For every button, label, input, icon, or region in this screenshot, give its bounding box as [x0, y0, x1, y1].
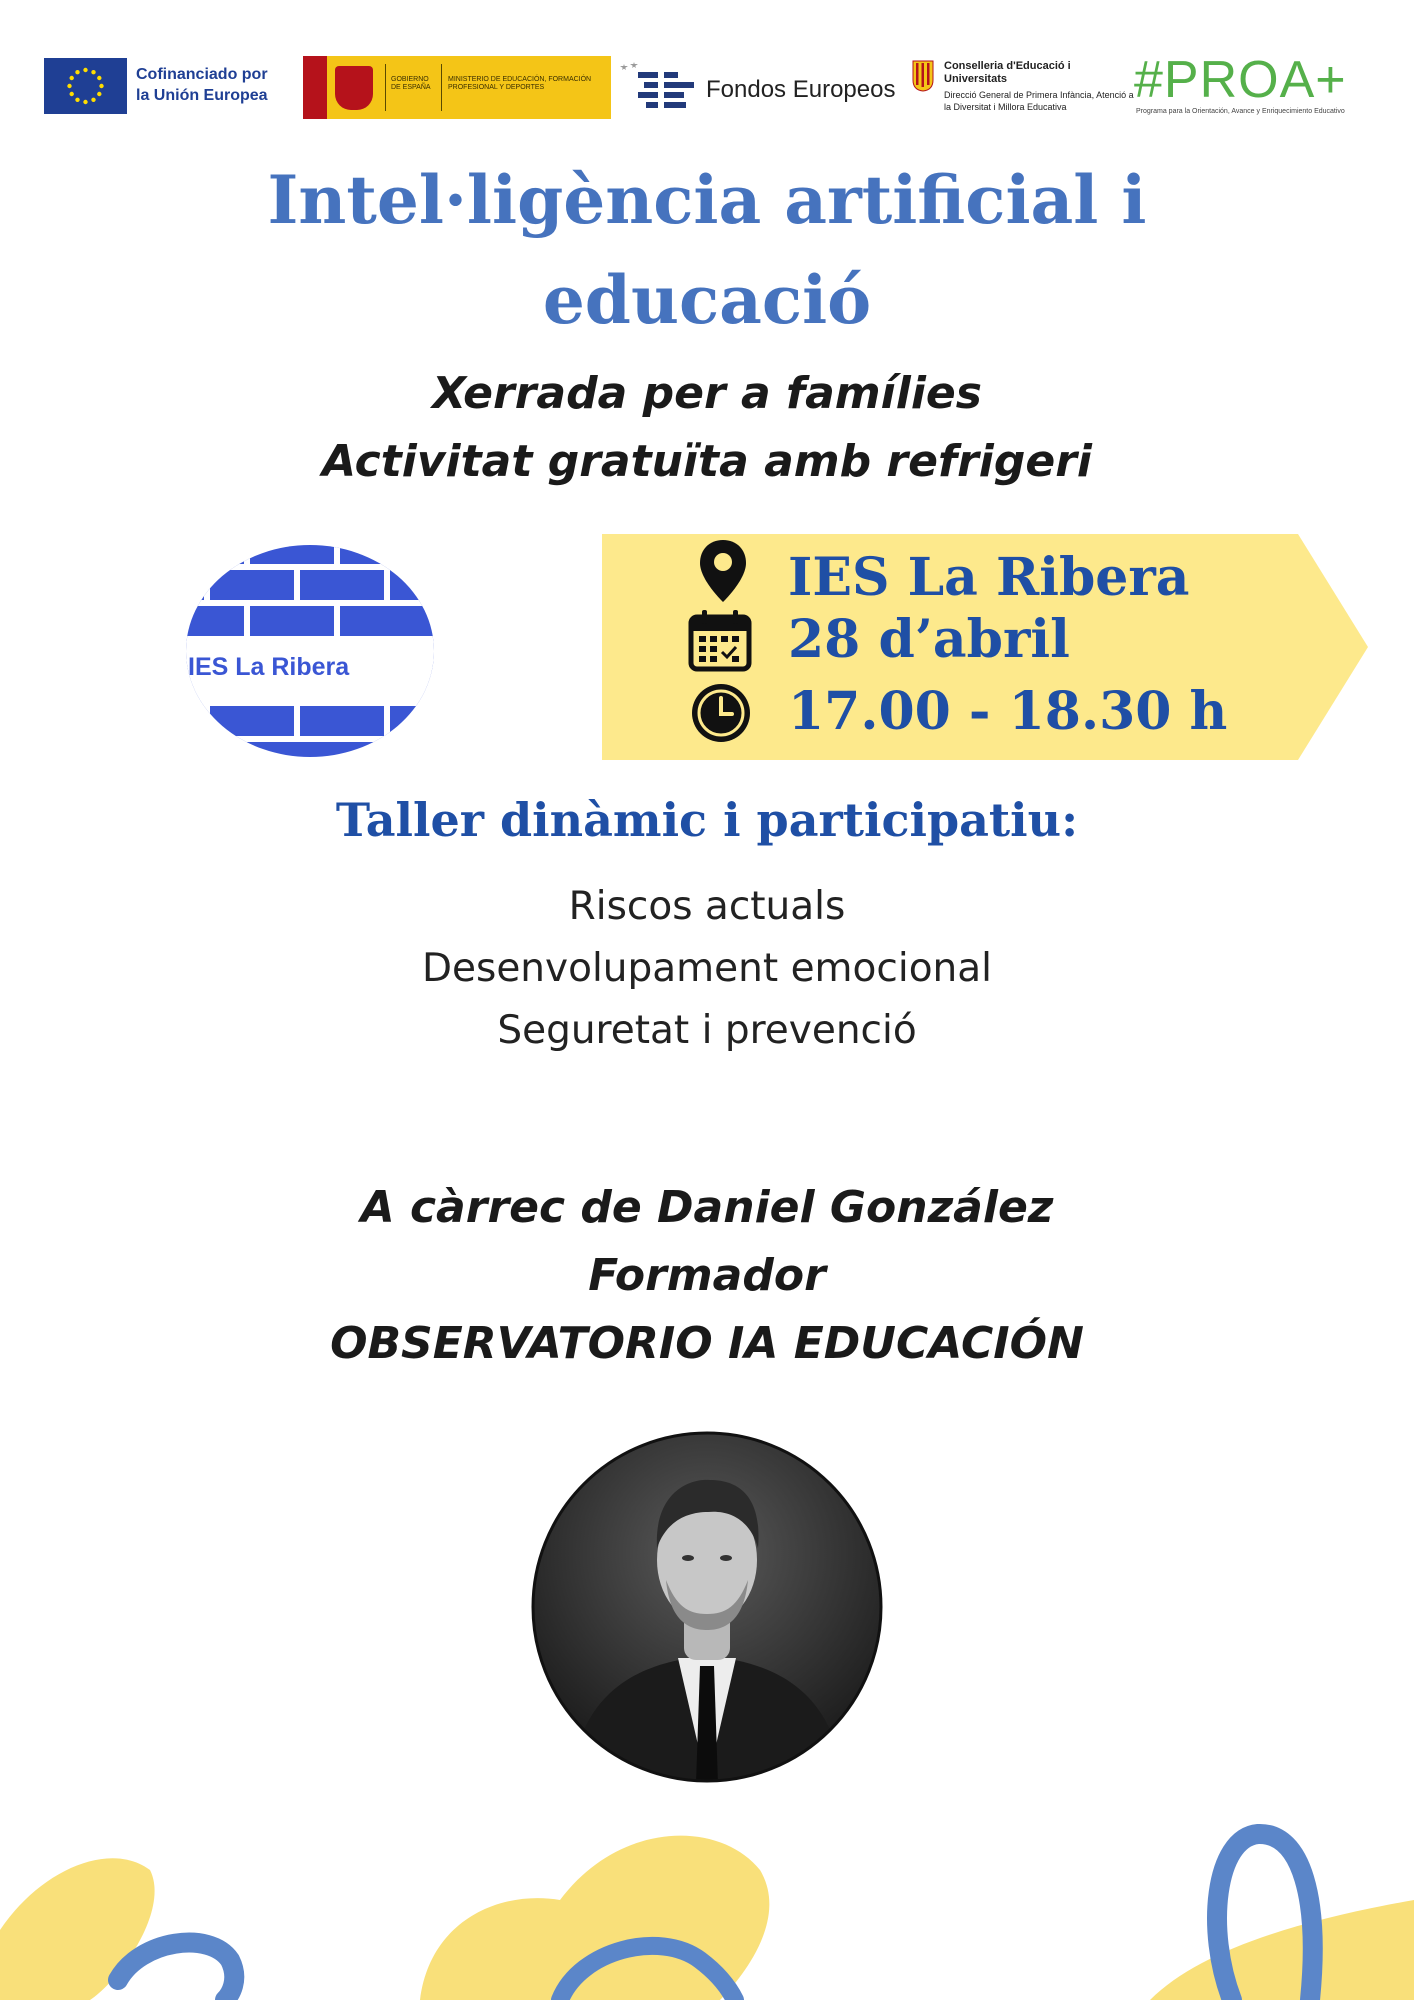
clock-icon	[690, 682, 752, 748]
gobierno-logo	[303, 56, 611, 119]
workshop-topic: Seguretat i prevenció	[497, 1008, 917, 1053]
event-time: 17.00 - 18.30 h	[788, 681, 1228, 742]
school-logo-label: IES La Ribera	[188, 653, 350, 681]
conselleria-title: Conselleria d'Educació i Universitats	[944, 60, 1071, 85]
eu-cofinanced-text: Cofinanciado por la Unión Europea	[136, 66, 268, 104]
school-logo	[184, 542, 436, 760]
event-date: 28 d’abril	[788, 609, 1070, 670]
proa-logo: #PROA+	[1134, 51, 1347, 109]
speaker-organization: OBSERVATORIO IA EDUCACIÓN	[330, 1318, 1084, 1369]
title-line-1: Intel·ligència artificial i	[267, 161, 1147, 239]
event-location: IES La Ribera	[788, 547, 1190, 608]
decorative-shapes	[0, 1780, 1414, 2000]
subtitle-line-2: Activitat gratuïta amb refrigeri	[321, 436, 1093, 487]
map-pin-icon	[698, 538, 748, 608]
subtitle-line-1: Xerrada per a famílies	[432, 368, 982, 419]
workshop-heading: Taller dinàmic i participatiu:	[335, 793, 1079, 847]
coat-of-arms-icon	[335, 66, 373, 110]
speaker-portrait	[530, 1430, 884, 1784]
fondos-europeos-icon	[618, 62, 696, 116]
workshop-topic: Riscos actuals	[568, 884, 846, 929]
page-title	[150, 150, 1264, 350]
speaker-role: Formador	[588, 1250, 826, 1301]
speaker-name: A càrrec de Daniel González	[360, 1182, 1054, 1233]
balearic-shield-icon	[912, 60, 934, 92]
title-line-2: educació	[542, 261, 872, 339]
gobierno-label: GOBIERNO DE ESPAÑA	[391, 76, 431, 91]
logo-strip	[0, 0, 1414, 175]
proa-subtitle: Programa para la Orientación, Avance y Enriquecimiento Educativo	[1136, 108, 1345, 115]
fondos-europeos-label: Fondos Europeos	[706, 76, 896, 103]
eu-flag-icon	[44, 58, 127, 114]
calendar-icon	[688, 608, 752, 676]
workshop-topic: Desenvolupament emocional	[421, 946, 993, 991]
ministerio-label: MINISTERIO DE EDUCACIÓN, FORMACIÓN PROFESIONAL Y DEPORTES	[448, 76, 592, 91]
conselleria-subtitle: Direcció General de Primera Infància, Atenció a la Diversitat i Millora Educativa	[944, 90, 1134, 112]
